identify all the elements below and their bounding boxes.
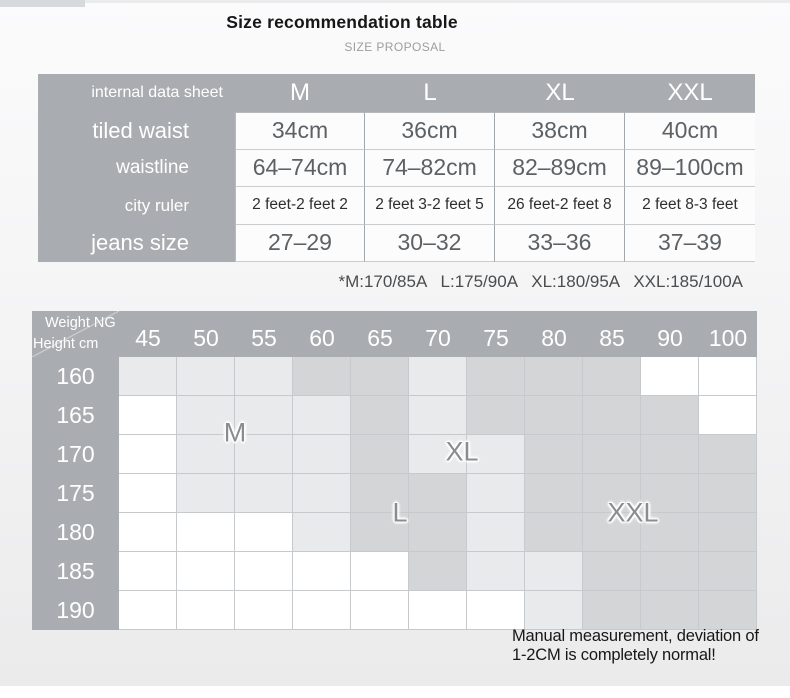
heatmap-cell: [467, 513, 525, 552]
heatmap-weight-header: 55: [235, 311, 293, 357]
heatmap-weight-header: 60: [293, 311, 351, 357]
size-row-label: jeans size: [91, 230, 189, 256]
heatmap-cell: [351, 552, 409, 591]
heatmap-cell: [409, 513, 467, 552]
heatmap-cell: [699, 474, 757, 513]
size-value-cell: 89–100cm: [625, 150, 755, 188]
heatmap-height-label: 160: [32, 357, 119, 396]
heatmap-cell: [583, 435, 641, 474]
heatmap-cell: [119, 474, 177, 513]
heatmap-weight-header: 50: [177, 311, 235, 357]
heatmap-cell: [641, 552, 699, 591]
heatmap-cell: [293, 591, 351, 630]
heatmap-cell: [177, 474, 235, 513]
heatmap-cell: [119, 435, 177, 474]
size-value-cell: 2 feet 3-2 feet 5: [365, 187, 495, 225]
zone-label-m: M: [223, 417, 247, 448]
heatmap-cell: [699, 591, 757, 630]
heatmap-weight-header: 65: [351, 311, 409, 357]
heatmap-cell: [583, 357, 641, 396]
bottom-white-strip: [0, 686, 790, 698]
heatmap-height-label: 185: [32, 552, 119, 591]
heatmap-height-label: 180: [32, 513, 119, 552]
heatmap-cell: [351, 435, 409, 474]
heatmap-cell: [525, 435, 583, 474]
heatmap-cell: [235, 474, 293, 513]
size-value-cell: 37–39: [625, 225, 755, 263]
heatmap-cell: [293, 513, 351, 552]
zone-label-xl: XL: [445, 436, 479, 467]
heatmap-cell: [641, 435, 699, 474]
weight-axis-label: Weight NG: [45, 315, 116, 331]
heatmap-cell: [409, 396, 467, 435]
heatmap-cell: [177, 552, 235, 591]
heatmap-weight-header: 85: [583, 311, 641, 357]
heatmap-cell: [525, 513, 583, 552]
heatmap-cell: [293, 435, 351, 474]
heatmap-cell: [641, 591, 699, 630]
zone-label-l: L: [392, 497, 408, 528]
heatmap-cell: [525, 474, 583, 513]
heatmap-cell: [699, 396, 757, 435]
heatmap-cell: [641, 357, 699, 396]
heatmap-height-label: 165: [32, 396, 119, 435]
heatmap-cell: [119, 591, 177, 630]
heatmap-cell: [409, 591, 467, 630]
heatmap-cell: [583, 396, 641, 435]
size-column-header: M: [290, 79, 310, 106]
heatmap-cell: [699, 552, 757, 591]
heatmap-weight-header: 75: [467, 311, 525, 357]
size-value-cell: 74–82cm: [365, 150, 495, 188]
heatmap-cell: [235, 357, 293, 396]
page-title: Size recommendation table: [226, 12, 458, 32]
heatmap-cell: [467, 357, 525, 396]
heatmap-height-label: 170: [32, 435, 119, 474]
heatmap-cell: [583, 552, 641, 591]
heatmap-cell: [119, 513, 177, 552]
heatmap-cell: [525, 591, 583, 630]
size-value-cell: 26 feet-2 feet 8: [495, 187, 625, 225]
heatmap-cell: [119, 357, 177, 396]
size-value-cell: 2 feet 8-3 feet: [625, 187, 755, 225]
heatmap-height-label: 190: [32, 591, 119, 630]
heatmap-weight-header: 90: [641, 311, 699, 357]
heatmap-cell: [119, 552, 177, 591]
size-row-label: tiled waist: [92, 117, 189, 143]
heatmap-cell: [409, 552, 467, 591]
heatmap-cell: [293, 474, 351, 513]
size-value-cell: 34cm: [235, 112, 365, 150]
heatmap-cell: [467, 474, 525, 513]
heatmap-cell: [641, 396, 699, 435]
heatmap-cell: [409, 474, 467, 513]
size-row-label: waistline: [116, 157, 189, 179]
heatmap-cell: [583, 591, 641, 630]
heatmap-cell: [409, 357, 467, 396]
heatmap-cell: [177, 591, 235, 630]
size-value-cell: 33–36: [495, 225, 625, 263]
heatmap-cell: [467, 396, 525, 435]
size-row-label: city ruler: [124, 195, 189, 215]
size-value-cell: 82–89cm: [495, 150, 625, 188]
measurement-note-line1: Manual measurement, deviation of: [512, 627, 759, 645]
heatmap-cell: [293, 552, 351, 591]
top-left-strip: [0, 0, 85, 7]
size-value-cell: 38cm: [495, 112, 625, 150]
heatmap-height-label: 175: [32, 474, 119, 513]
top-edge-divider: [0, 0, 790, 3]
height-axis-label: Height cm: [33, 336, 99, 352]
size-value-cell: 2 feet-2 feet 2: [235, 187, 365, 225]
heatmap-cell: [699, 357, 757, 396]
heatmap-cell: [699, 435, 757, 474]
size-value-cell: 27–29: [235, 225, 365, 263]
heatmap-cell: [351, 396, 409, 435]
heatmap-cell: [525, 552, 583, 591]
heatmap-cell: [235, 591, 293, 630]
size-value-cell: 30–32: [365, 225, 495, 263]
heatmap-cell: [525, 396, 583, 435]
size-table-header-label: internal data sheet: [91, 84, 223, 101]
heatmap-cell: [119, 396, 177, 435]
heatmap-cell: [177, 513, 235, 552]
size-value-cell: 40cm: [625, 112, 755, 150]
measurement-note: [512, 627, 759, 665]
heatmap-cell: [351, 591, 409, 630]
heatmap-cell: [235, 552, 293, 591]
heatmap-cell: [467, 591, 525, 630]
heatmap-cell: [699, 513, 757, 552]
heatmap-cell: [293, 357, 351, 396]
heatmap-cell: [235, 513, 293, 552]
size-column-header: XL: [545, 79, 575, 106]
heatmap-cell: [525, 357, 583, 396]
heatmap-cell: [351, 357, 409, 396]
heatmap-cell: [293, 396, 351, 435]
size-column-header: L: [423, 79, 437, 106]
size-value-cell: 36cm: [365, 112, 495, 150]
size-column-header: XXL: [667, 79, 713, 106]
heatmap-cell: [177, 357, 235, 396]
heatmap-cell: [467, 552, 525, 591]
heatmap-corner-cell: [32, 311, 119, 357]
measurement-note-line2: 1-2CM is completely normal!: [512, 646, 716, 664]
page-subtitle: SIZE PROPOSAL: [344, 40, 446, 54]
heatmap-weight-header: 100: [699, 311, 757, 357]
heatmap-weight-header: 70: [409, 311, 467, 357]
size-value-cell: 64–74cm: [235, 150, 365, 188]
heatmap-weight-header: 45: [119, 311, 177, 357]
size-table: [38, 74, 755, 262]
height-weight-heatmap: [32, 311, 757, 630]
size-reference-footnote: *M:170/85A L:175/90A XL:180/95A XXL:185/100A: [338, 272, 743, 291]
heatmap-weight-header: 80: [525, 311, 583, 357]
zone-label-xxl: XXL: [607, 497, 659, 528]
